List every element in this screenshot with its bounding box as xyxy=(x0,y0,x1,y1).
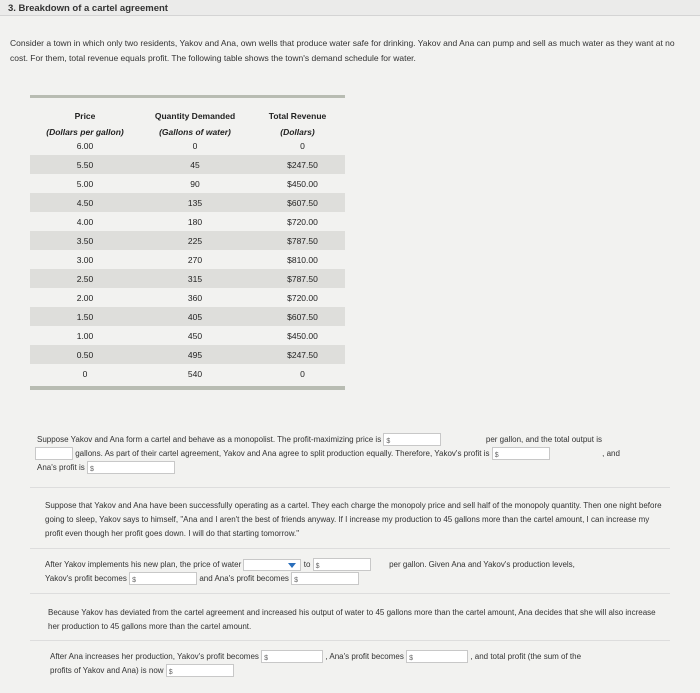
quantity-cell: 450 xyxy=(187,330,203,341)
ana-final-profit-input[interactable]: $ xyxy=(406,650,468,663)
yakov-new-profit-input[interactable]: $ xyxy=(129,572,197,585)
revenue-cell: $607.50 xyxy=(287,311,318,322)
new-price-input[interactable]: $ xyxy=(313,558,371,571)
revenue-cell: $450.00 xyxy=(287,178,318,189)
table-row xyxy=(30,326,345,345)
page-header xyxy=(0,0,700,16)
yakov-profit-input[interactable]: $ xyxy=(492,447,550,460)
price-cell: 4.00 xyxy=(76,216,94,227)
price-input[interactable]: $ xyxy=(383,433,441,446)
table-row xyxy=(30,345,345,364)
price-cell: 5.50 xyxy=(76,159,94,170)
q4-text: Because Yakov has deviated from the cartel agreement and increased his output of water to 45 gallons more than the cartel amount, Ana decides that she will also increase her production to 45 gallons more than the cartel amount. xyxy=(48,608,656,631)
table-row xyxy=(30,250,345,269)
table-header xyxy=(30,98,345,136)
quantity-cell: 540 xyxy=(187,368,203,379)
quantity-cell: 495 xyxy=(187,349,203,360)
total-output-input[interactable] xyxy=(35,447,73,460)
quantity-cell: 360 xyxy=(187,292,203,303)
price-cell: 5.00 xyxy=(76,178,94,189)
price-cell: 1.50 xyxy=(76,311,94,322)
price-cell: 2.50 xyxy=(76,273,94,284)
revenue-cell: $607.50 xyxy=(287,197,318,208)
q3-block: After Yakov implements his new plan, the price of water to $ per gallon. Given Ana and Yakov's production levels, Yakov's profit becomes $ and Ana's profit becomes $ xyxy=(45,560,575,585)
quantity-cell: 225 xyxy=(187,235,203,246)
header-revenue: Total Revenue (Dollars) xyxy=(268,111,327,137)
revenue-cell: $787.50 xyxy=(287,273,318,284)
demand-schedule-table xyxy=(30,95,345,390)
table-row xyxy=(30,364,345,383)
price-cell: 3.00 xyxy=(76,254,94,265)
quantity-cell: 315 xyxy=(187,273,203,284)
price-cell: 4.50 xyxy=(76,197,94,208)
header-quantity: Quantity Demanded (Gallons of water) xyxy=(154,111,236,137)
table-row xyxy=(30,307,345,326)
table-row xyxy=(30,155,345,174)
quantity-cell: 135 xyxy=(187,197,203,208)
table-row xyxy=(30,269,345,288)
q2-text: Suppose that Yakov and Ana have been successfully operating as a cartel. They each charge the monopoly price and sell half of the monopoly quantity. Then one night before going to sleep, Yakov says to himself, "Ana and I aren't the best of friends anyway. If I increase my production to 45 gallons more than the cartel amount, I can increase my profit even though her profit goes down. I will do that starting tomorrow." xyxy=(45,501,662,538)
price-direction-select[interactable] xyxy=(243,559,301,571)
quantity-cell: 45 xyxy=(190,159,200,170)
quantity-cell: 180 xyxy=(187,216,203,227)
table-row xyxy=(30,231,345,250)
revenue-cell: $720.00 xyxy=(287,216,318,227)
table-body xyxy=(30,136,345,383)
revenue-cell: $720.00 xyxy=(287,292,318,303)
quantity-cell: 0 xyxy=(192,140,198,151)
price-cell: 0 xyxy=(82,368,88,379)
divider xyxy=(30,640,670,641)
quantity-cell: 405 xyxy=(187,311,203,322)
divider xyxy=(30,487,670,488)
revenue-cell: 0 xyxy=(300,140,305,151)
divider xyxy=(30,593,670,594)
chevron-down-icon xyxy=(288,563,296,568)
q1-block: Suppose Yakov and Ana form a cartel and behave as a monopolist. The profit-maximizing price is $ per gallon, and the total output is gallons. As part of their cartel agreement, Yakov and Ana agree to split production equally. Therefore, Yakov's profit is $ , and Ana's profit is $ xyxy=(37,435,620,474)
price-cell: 6.00 xyxy=(76,140,94,151)
yakov-final-profit-input[interactable]: $ xyxy=(261,650,323,663)
price-cell: 3.50 xyxy=(76,235,94,246)
revenue-cell: $247.50 xyxy=(287,159,318,170)
revenue-cell: $810.00 xyxy=(287,254,318,265)
intro-text: Consider a town in which only two residents, Yakov and Ana, own wells that produce water safe for drinking. Yakov and Ana can pump and sell as much water as they want at no cost. For them, total revenue equals profit. The following table shows the town's demand schedule for water. xyxy=(10,38,675,63)
question-title: 3. Breakdown of a cartel agreement xyxy=(8,3,168,14)
price-cell: 1.00 xyxy=(76,330,94,341)
revenue-cell: 0 xyxy=(300,368,305,379)
ana-profit-input[interactable]: $ xyxy=(87,461,175,474)
revenue-cell: $247.50 xyxy=(287,349,318,360)
total-profit-input[interactable]: $ xyxy=(166,664,234,677)
header-price: Price (Dollars per gallon) xyxy=(46,111,124,137)
quantity-cell: 270 xyxy=(187,254,203,265)
table-row xyxy=(30,288,345,307)
quantity-cell: 90 xyxy=(190,178,200,189)
table-row xyxy=(30,193,345,212)
table-row xyxy=(30,212,345,231)
revenue-cell: $787.50 xyxy=(287,235,318,246)
table-row xyxy=(30,174,345,193)
price-cell: 2.00 xyxy=(76,292,94,303)
divider xyxy=(30,548,670,549)
ana-new-profit-input[interactable]: $ xyxy=(291,572,359,585)
q5-block: After Ana increases her production, Yakov's profit becomes $ , Ana's profit becomes $ , and total profit (the sum of the profits of Yakov and Ana) is now $ xyxy=(50,652,582,677)
revenue-cell: $450.00 xyxy=(287,330,318,341)
table-bottom-rule xyxy=(30,386,345,390)
price-cell: 0.50 xyxy=(76,349,94,360)
